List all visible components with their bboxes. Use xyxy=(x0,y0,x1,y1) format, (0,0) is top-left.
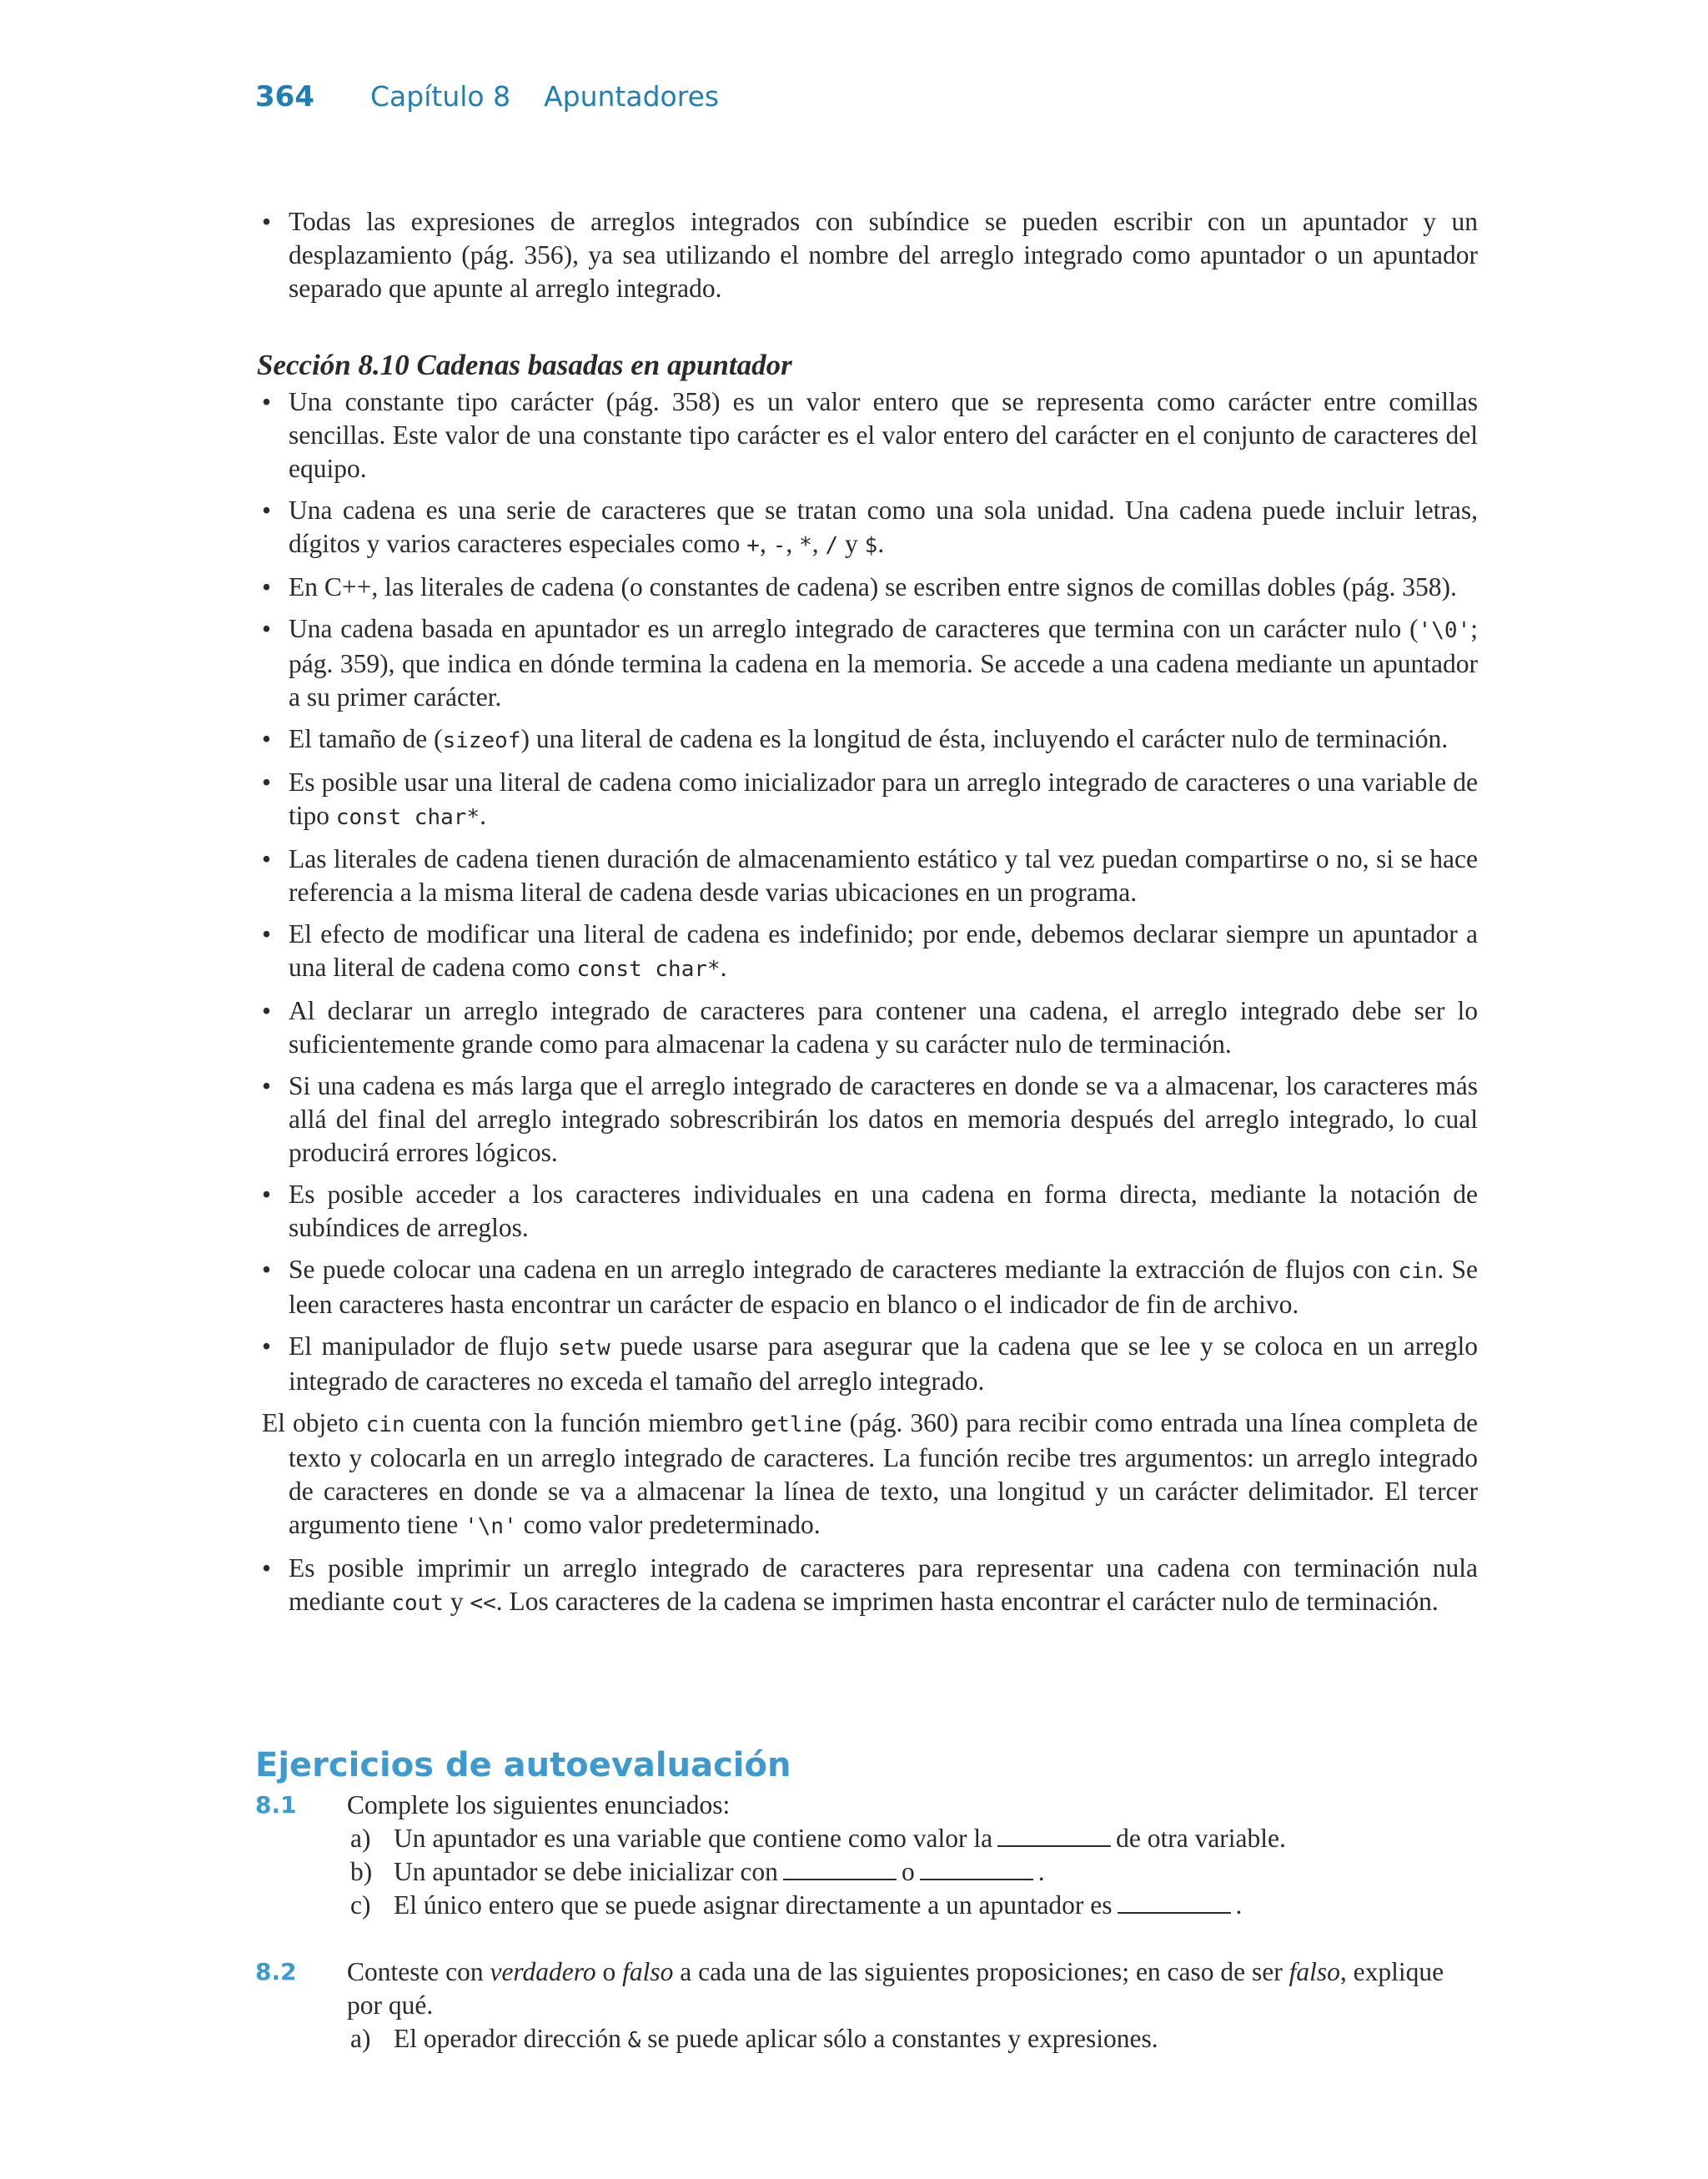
item-letter: b) xyxy=(350,1857,373,1886)
item-text-part: Un apuntador se debe inicializar con xyxy=(394,1857,778,1886)
code-cin: cin xyxy=(365,1412,405,1437)
bullet-text: . xyxy=(480,801,486,830)
code-star: * xyxy=(799,533,812,558)
exercise-number: 8.1 xyxy=(255,1791,297,1819)
code-ampersand: & xyxy=(627,2028,641,2053)
exercise-body xyxy=(347,1955,1481,2057)
item-text-part: de otra variable. xyxy=(1116,1824,1286,1853)
exercise-body xyxy=(347,1789,1481,1922)
bullet-text: Si una cadena es más larga que el arreglo integrado de caracteres en donde se va a almacenar, los caracteres más allá del final del arreglo integrado sobrescribirán los datos en memoria después del arreglo integrado, lo cual producirá errores lógicos. xyxy=(289,1071,1478,1167)
bullet-dot: • xyxy=(262,1071,272,1100)
summary-content xyxy=(257,205,1478,1628)
bullet-dot: • xyxy=(262,387,272,416)
summary-bullet xyxy=(257,385,1478,486)
answer-blank xyxy=(920,1857,1033,1880)
chapter-label: Capítulo 8 xyxy=(370,80,511,113)
bullet-text: y xyxy=(443,1587,470,1616)
exercise-prompt xyxy=(347,1955,1481,2022)
paragraph-text: como valor predeterminado. xyxy=(516,1510,821,1539)
bullet-text: ; pág. 359), que indica en dónde termina la cadena en la memoria. Se accede a una cadena mediante un apuntador a su primer carácter. xyxy=(289,614,1478,712)
item-text xyxy=(394,1855,1045,1889)
bullet-dot: • xyxy=(262,496,272,525)
bullet-text: Es posible imprimir un arreglo integrado de caracteres para representar una cadena con terminación nula mediante xyxy=(289,1553,1478,1616)
bullet-text: puede usarse para asegurar que la cadena que se lee y se coloca en un arreglo integrado de caracteres no exceda el tamaño del arreglo integrado. xyxy=(289,1331,1478,1396)
code-plus: + xyxy=(746,533,760,558)
bullet-text: Es posible usar una literal de cadena como inicializador para un arreglo integrado de caracteres o una variable de tipo xyxy=(289,767,1478,830)
code-sizeof: sizeof xyxy=(442,728,521,753)
bullet-dot: • xyxy=(262,207,272,236)
item-text-part: . xyxy=(1037,1857,1045,1886)
item-text-part: o xyxy=(901,1857,915,1886)
prompt-part: a cada una de las siguientes proposiciones; en caso de ser xyxy=(673,1957,1289,1986)
bullet-text: . xyxy=(720,953,727,982)
bullet-dot: • xyxy=(262,996,272,1025)
running-header xyxy=(255,80,719,113)
prompt-part: , explique por qué. xyxy=(347,1957,1444,2020)
code-slash: / xyxy=(825,533,839,558)
code-cout: cout xyxy=(391,1591,444,1616)
summary-bullet xyxy=(257,612,1478,714)
item-text-part: . xyxy=(1235,1890,1243,1920)
bullet-dot: • xyxy=(262,1331,272,1361)
code-insertion-operator: << xyxy=(470,1591,496,1616)
prompt-part: o xyxy=(595,1957,623,1986)
bullet-text: Una cadena basada en apuntador es un arreglo integrado de caracteres que termina con un carácter nulo ( xyxy=(289,614,1419,643)
exercises-section xyxy=(255,1746,1481,2091)
prompt-false: falso xyxy=(1289,1957,1340,1986)
paragraph-text: cuenta con la función miembro xyxy=(404,1408,751,1437)
summary-bullet xyxy=(257,918,1478,986)
paragraph-text: (pág. 360) para recibir como entrada una línea completa de texto y colocarla en un arreglo integrado de caracteres. La función recibe tres argumentos: un arreglo integrado de caracteres en donde se va a almacenar la línea de texto, una longitud y un carácter delimitador. El tercer argumento tiene xyxy=(289,1408,1479,1539)
bullet-text: En C++, las literales de cadena (o constantes de cadena) se escriben entre signos de comillas dobles (pág. 358). xyxy=(289,572,1457,601)
code-cin: cin xyxy=(1398,1259,1438,1284)
code-newline: '\n' xyxy=(465,1514,517,1539)
exercise-8-2 xyxy=(255,1955,1481,2057)
bullet-text: El tamaño de ( xyxy=(289,724,443,753)
code-setw: setw xyxy=(558,1336,610,1361)
prompt-true: verdadero xyxy=(490,1957,596,1986)
bullet-text: Es posible acceder a los caracteres individuales en una cadena en forma directa, mediante la notación de subíndices de arreglos. xyxy=(289,1180,1478,1242)
summary-bullet xyxy=(257,1330,1478,1398)
item-letter: a) xyxy=(350,1824,371,1853)
exercise-item xyxy=(347,1855,1481,1889)
bullet-text: Todas las expresiones de arreglos integrados con subíndice se pueden escribir con un apuntador y un desplazamiento (pág. 356), ya sea utilizando el nombre del arreglo integrado como apuntador o un apuntador separado que apunte al arreglo integrado. xyxy=(289,207,1478,303)
bullet-text: Al declarar un arreglo integrado de caracteres para contener una cadena, el arreglo integrado debe ser lo suficientemente grande como para almacenar la cadena y su carácter nulo de terminación. xyxy=(289,996,1478,1059)
bullet-dot: • xyxy=(262,1180,272,1209)
bullet-text: Se puede colocar una cadena en un arreglo integrado de caracteres mediante la extracción de flujos con xyxy=(289,1255,1399,1284)
exercise-8-1 xyxy=(255,1789,1481,1922)
exercise-item xyxy=(347,1822,1481,1855)
paragraph-text: El objeto xyxy=(262,1408,366,1437)
code-dollar: $ xyxy=(864,533,878,558)
bullet-text: y xyxy=(838,529,865,558)
bullet-text: . Los caracteres de la cadena se imprimen hasta encontrar el carácter nulo de terminación. xyxy=(495,1587,1439,1616)
chapter-title: Apuntadores xyxy=(544,80,720,113)
exercise-item xyxy=(347,1889,1481,1922)
prompt-false: falso xyxy=(622,1957,674,1986)
bullet-text: . Se leen caracteres hasta encontrar un carácter de espacio en blanco o el indicador de fin de archivo. xyxy=(289,1255,1479,1319)
summary-bullet xyxy=(257,722,1478,757)
item-letter: c) xyxy=(350,1890,371,1920)
item-letter: a) xyxy=(350,2024,371,2053)
answer-blank xyxy=(783,1857,897,1880)
bullet-dot: • xyxy=(262,1255,272,1284)
code-getline: getline xyxy=(751,1412,842,1437)
summary-bullet xyxy=(257,1069,1478,1170)
prompt-part: Conteste con xyxy=(347,1957,490,1986)
summary-bullet xyxy=(257,766,1478,834)
bullet-text: Las literales de cadena tienen duración de almacenamiento estático y tal vez puedan compartirse o no, si se hace referencia a la misma literal de cadena desde varias ubicaciones en un programa. xyxy=(289,844,1478,907)
summary-bullet xyxy=(257,1552,1478,1620)
bullet-text: El efecto de modificar una literal de cadena es indefinido; por ende, debemos declarar siempre un apuntador a una literal de cadena como xyxy=(289,919,1478,982)
summary-bullet xyxy=(257,205,1478,305)
exercise-prompt: Complete los siguientes enunciados: xyxy=(347,1790,731,1819)
bullet-dot: • xyxy=(262,614,272,643)
item-text-part: El único entero que se puede asignar directamente a un apuntador es xyxy=(394,1890,1113,1920)
exercise-number: 8.2 xyxy=(255,1958,297,1985)
code-minus: - xyxy=(772,533,786,558)
summary-bullet xyxy=(257,1178,1478,1245)
bullet-dot: • xyxy=(262,767,272,797)
section-heading: Sección 8.10 Cadenas basadas en apuntador xyxy=(257,349,792,381)
item-text xyxy=(394,1889,1242,1922)
bullet-text: ) una literal de cadena es la longitud de ésta, incluyendo el carácter nulo de terminación. xyxy=(520,724,1449,753)
item-text-part: Un apuntador es una variable que contiene como valor la xyxy=(394,1824,993,1853)
bullet-dot: • xyxy=(262,724,272,753)
code-null-char: '\0' xyxy=(1418,618,1471,643)
bullet-text: Una constante tipo carácter (pág. 358) es un valor entero que se representa como carácter entre comillas sencillas. Este valor de una constante tipo carácter es el valor entero del carácter en el conjunto de caracteres del equipo. xyxy=(289,387,1478,483)
item-text-part: El operador dirección xyxy=(394,2024,628,2053)
answer-blank xyxy=(997,1824,1111,1847)
page-number: 364 xyxy=(255,80,314,113)
bullet-dot: • xyxy=(262,844,272,873)
summary-paragraph xyxy=(257,1407,1478,1543)
item-text xyxy=(394,2022,1158,2057)
code-const-char: const char* xyxy=(576,957,721,982)
summary-bullet: • Una cadena es una serie de caracteres que se tratan como una sola unidad. Una cadena puede incluir letras, dígitos y varios caracteres especiales como +, -, *, / y $. xyxy=(262,496,1478,558)
summary-bullet xyxy=(257,843,1478,909)
answer-blank xyxy=(1118,1890,1231,1914)
summary-bullet xyxy=(257,994,1478,1061)
summary-bullet xyxy=(257,571,1478,604)
bullet-dot: • xyxy=(262,1553,272,1583)
summary-bullet xyxy=(257,1253,1478,1321)
exercises-title: Ejercicios de autoevaluación xyxy=(255,1746,791,1784)
bullet-dot: • xyxy=(262,919,272,949)
code-const-char: const char* xyxy=(335,805,480,830)
item-text-part: se puede aplicar sólo a constantes y expresiones. xyxy=(640,2024,1158,2053)
bullet-text: El manipulador de flujo xyxy=(289,1331,559,1361)
bullet-dot: • xyxy=(262,572,272,601)
item-text xyxy=(394,1822,1286,1855)
exercise-item xyxy=(347,2022,1481,2057)
bullet-text: Una cadena es una serie de caracteres que se tratan como una sola unidad. Una cadena puede incluir letras, dígitos y varios caracteres especiales como xyxy=(289,496,1478,558)
